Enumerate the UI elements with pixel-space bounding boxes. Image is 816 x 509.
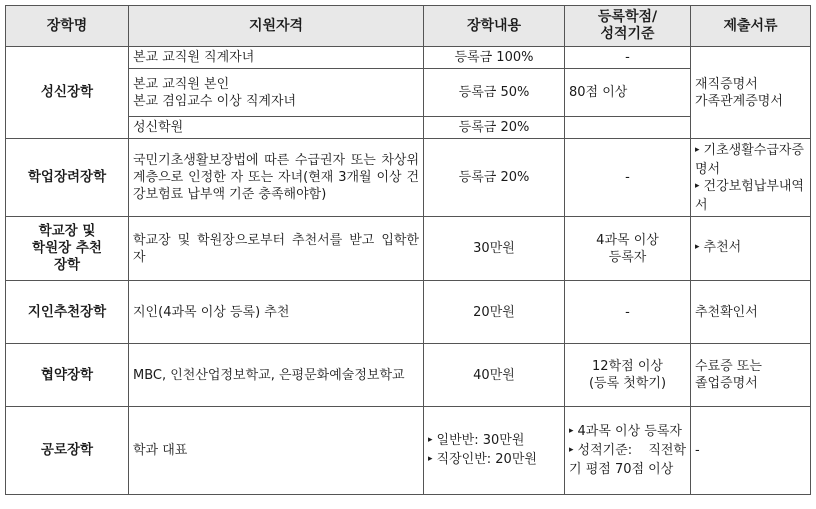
qualification-cell: 학과 대표 xyxy=(129,407,424,495)
documents-line: 수료증 또는 xyxy=(695,359,762,374)
content-item xyxy=(428,432,560,451)
content-cell: 40만원 xyxy=(424,344,565,407)
content-cell: 등록금 20% xyxy=(424,117,565,139)
header-scholarship-name: 장학명 xyxy=(6,6,129,47)
scholarship-table xyxy=(5,5,811,495)
qualification-cell: MBC, 인천산업정보학교, 은평문화예술정보학교 xyxy=(129,344,424,407)
qualification-cell: 국민기초생활보장법에 따른 수급권자 또는 차상위계층으로 인정한 자 또는 자녀(현재 3개월 이상 건강보험료 납부액 기준 충족해야함) xyxy=(129,139,424,217)
credit-item xyxy=(569,423,686,442)
qualification-cell: 학교장 및 학원장으로부터 추천서를 받고 입학한 자 xyxy=(129,217,424,281)
documents-item xyxy=(695,239,806,258)
table-row xyxy=(6,47,811,69)
documents-item xyxy=(695,142,806,178)
header-qualification: 지원자격 xyxy=(129,6,424,47)
scholarship-name: 학업장려장학 xyxy=(6,139,129,217)
bullet-icon: ▸ xyxy=(695,242,700,252)
scholarship-name: 지인추천장학 xyxy=(6,281,129,344)
scholarship-name-line: 장학 xyxy=(53,257,81,273)
credit-cell: - xyxy=(565,139,691,217)
content-cell: 등록금 100% xyxy=(424,47,565,69)
documents-line: 졸업증명서 xyxy=(695,376,758,391)
content-cell xyxy=(424,407,565,495)
header-content: 장학내용 xyxy=(424,6,565,47)
table-row xyxy=(6,217,811,281)
credit-item-label: 성적기준: 직전학기 평점 70점 이상 xyxy=(569,443,686,477)
scholarship-name: 협약장학 xyxy=(6,344,129,407)
content-item xyxy=(428,451,560,470)
documents-line: 재직증명서 xyxy=(695,76,758,92)
credit-line: 등록자 xyxy=(608,249,647,265)
bullet-icon: ▸ xyxy=(569,445,574,455)
content-cell: 등록금 50% xyxy=(424,69,565,117)
credit-cell xyxy=(565,407,691,495)
content-item-label: 일반반: 30만원 xyxy=(436,432,525,448)
documents-cell xyxy=(691,344,811,407)
header-credit-line2: 성적기준 xyxy=(600,26,655,42)
documents-cell xyxy=(691,217,811,281)
table-row xyxy=(6,344,811,407)
qualification-line: 본교 겸임교수 이상 직계자녀 xyxy=(133,93,297,109)
content-item-label: 직장인반: 20만원 xyxy=(436,451,537,467)
header-documents: 제출서류 xyxy=(691,6,811,47)
qualification-line: 본교 교직원 본인 xyxy=(133,76,230,92)
documents-item-label: 기초생활수급자증명서 xyxy=(695,142,804,177)
scholarship-name xyxy=(6,217,129,281)
bullet-icon: ▸ xyxy=(695,144,700,155)
header-credit-criteria xyxy=(565,6,691,47)
credit-cell xyxy=(565,217,691,281)
table-row xyxy=(6,407,811,495)
table-row xyxy=(6,281,811,344)
documents-item xyxy=(695,178,806,214)
documents-cell xyxy=(691,139,811,217)
qualification-cell: 지인(4과목 이상 등록) 추천 xyxy=(129,281,424,344)
bullet-icon: ▸ xyxy=(695,180,700,191)
credit-cell: - xyxy=(565,47,691,69)
bullet-icon: ▸ xyxy=(428,453,433,464)
credit-cell xyxy=(565,344,691,407)
documents-item-label: 건강보험납부내역서 xyxy=(695,178,804,213)
credit-item-label: 4과목 이상 등록자 xyxy=(577,424,682,439)
credit-cell: - xyxy=(565,281,691,344)
credit-cell: 80점 이상 xyxy=(565,69,691,117)
scholarship-name-line: 학원장 추천 xyxy=(32,240,102,256)
header-row xyxy=(6,6,811,47)
bullet-icon: ▸ xyxy=(428,434,433,445)
header-credit-line1: 등록학점/ xyxy=(597,9,658,25)
credit-line: 4과목 이상 xyxy=(596,232,659,248)
documents-cell xyxy=(691,47,811,139)
qualification-cell: 본교 교직원 직계자녀 xyxy=(129,47,424,69)
qualification-cell: 성신학원 xyxy=(129,117,424,139)
content-cell: 30만원 xyxy=(424,217,565,281)
credit-cell xyxy=(565,117,691,139)
credit-line: 12학점 이상 xyxy=(592,359,663,374)
scholarship-name: 공로장학 xyxy=(6,407,129,495)
documents-cell: 추천확인서 xyxy=(691,281,811,344)
credit-item xyxy=(569,442,686,478)
scholarship-name-line: 학교장 및 xyxy=(38,223,96,239)
documents-item-label: 추천서 xyxy=(703,240,742,255)
table-row xyxy=(6,139,811,217)
scholarship-name: 성신장학 xyxy=(6,47,129,139)
qualification-cell xyxy=(129,69,424,117)
credit-line: (등록 첫학기) xyxy=(588,376,667,391)
bullet-icon: ▸ xyxy=(569,426,574,436)
documents-line: 가족관계증명서 xyxy=(695,93,783,109)
content-cell: 등록금 20% xyxy=(424,139,565,217)
documents-cell: - xyxy=(691,407,811,495)
content-cell: 20만원 xyxy=(424,281,565,344)
